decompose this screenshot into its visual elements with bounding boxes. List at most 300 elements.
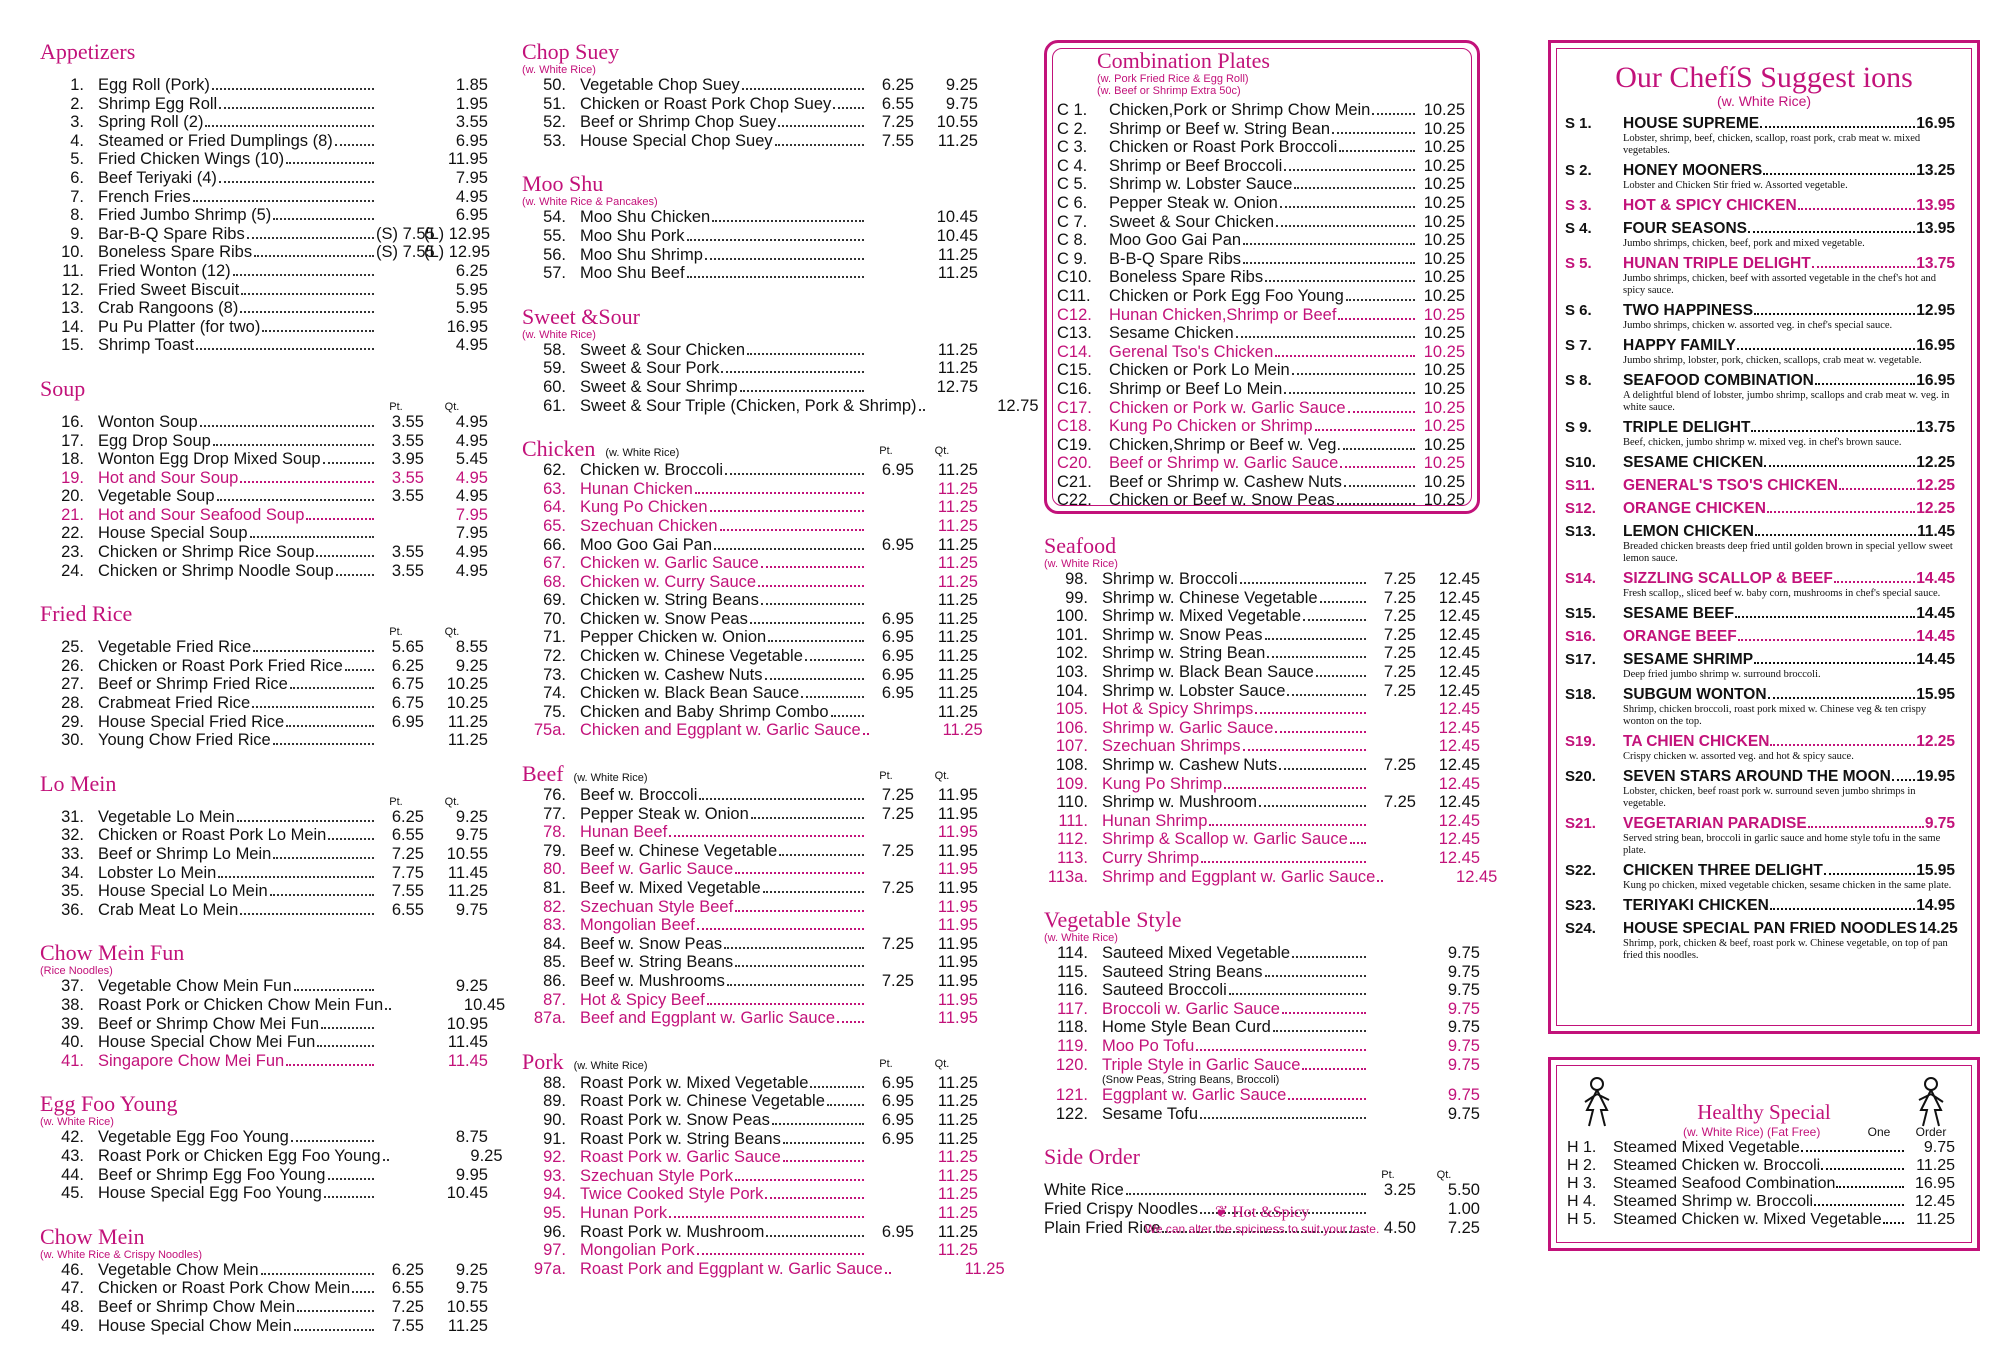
dot-leader xyxy=(720,529,864,531)
item-name: Young Chow Fried Rice xyxy=(98,731,271,750)
item-number: 27. xyxy=(61,675,84,694)
healthy-special-box xyxy=(1548,1057,1980,1251)
item-number: 97a. xyxy=(533,1259,566,1278)
item-price: 1.00 xyxy=(1447,1200,1480,1219)
item-price: 15.95 xyxy=(1916,686,1955,703)
menu-item xyxy=(1044,570,1480,589)
item-number: 120. xyxy=(1055,1055,1088,1074)
dot-leader xyxy=(1284,392,1415,394)
combo-item xyxy=(1057,287,1465,306)
item-number: 75. xyxy=(543,702,566,721)
dot-leader xyxy=(742,88,864,90)
item-name: Beef or Shrimp w. Garlic Sauce xyxy=(1109,454,1339,473)
item-price: 11.45 xyxy=(1917,523,1955,540)
item-number: 66. xyxy=(543,535,566,554)
section-title: Chicken xyxy=(522,436,596,462)
item-name: Shrimp w. Broccoli xyxy=(1102,570,1238,588)
section-title: Moo Shu xyxy=(522,171,604,197)
item-name: Shrimp & Scallop w. Garlic Sauce xyxy=(1102,830,1348,849)
item-name: SEAFOOD COMBINATION xyxy=(1623,372,1814,389)
item-name: Mongolian Pork xyxy=(580,1241,695,1260)
item-name: Moo Goo Gai Pan xyxy=(1109,231,1242,250)
combo-subtitle: (w. Pork Fried Rice & Egg Roll) xyxy=(1097,73,1249,85)
item-name: Chicken or Roast Pork Broccoli xyxy=(1109,138,1338,157)
section-title: Pork xyxy=(522,1048,564,1074)
item-name: Chicken or Roast Pork Chow Mein xyxy=(98,1279,351,1298)
dot-leader xyxy=(761,566,864,568)
chef-item xyxy=(1551,733,1977,763)
item-price-pint: 6.75 xyxy=(391,675,424,694)
item-number: 81. xyxy=(543,879,566,897)
item-price: 10.25 xyxy=(1423,305,1465,324)
item-description: Served string bean, broccoli in garlic sauce and home style tofu in the same plate. xyxy=(1623,833,1941,856)
item-number: 8. xyxy=(70,206,84,225)
chef-suggestions-box xyxy=(1548,40,1980,1034)
item-price: 12.75 xyxy=(997,396,1039,415)
item-price: 10.25 xyxy=(1423,472,1465,491)
item-number: 49. xyxy=(61,1316,84,1335)
dot-leader xyxy=(1346,299,1415,301)
chef-item-code: S18. xyxy=(1565,686,1596,703)
item-name: Vegetable Chop Suey xyxy=(580,76,740,94)
item-number: 31. xyxy=(61,807,84,826)
item-price: 12.45 xyxy=(1438,774,1480,793)
item-name: Moo Po Tofu xyxy=(1102,1037,1195,1056)
menu-item xyxy=(1044,981,1480,1000)
dot-leader xyxy=(1340,466,1415,468)
item-price-pint: 7.25 xyxy=(1383,625,1416,644)
section-title: Sweet &Sour xyxy=(522,303,640,329)
chef-item-code: S14. xyxy=(1565,570,1596,587)
item-name: Roast Pork or Chicken Egg Foo Young xyxy=(98,1146,381,1165)
chef-item xyxy=(1551,162,1977,192)
dot-leader xyxy=(751,817,864,819)
chef-item-line xyxy=(1623,372,1955,390)
item-description: Crispy chicken w. assorted veg. and hot & spicy sauce. xyxy=(1623,751,1854,762)
dot-leader xyxy=(1839,488,1915,490)
item-price: 9.75 xyxy=(1447,962,1480,981)
dot-leader xyxy=(237,820,374,822)
item-name: Chicken or Shrimp Rice Soup xyxy=(98,543,315,562)
item-number: 1. xyxy=(70,76,84,94)
item-price: 4.95 xyxy=(455,487,488,506)
item-price-pint: 7.25 xyxy=(881,934,914,953)
item-price: 11.25 xyxy=(964,1259,1005,1278)
item-price: 9.75 xyxy=(455,826,488,845)
item-name: Beef or Shrimp Fried Rice xyxy=(98,675,288,694)
chef-item xyxy=(1551,862,1977,892)
item-price-pint: 7.25 xyxy=(1383,644,1416,663)
item-price: 9.75 xyxy=(945,94,978,113)
chef-item-line xyxy=(1623,523,1955,541)
item-price-pint: 6.95 xyxy=(881,684,914,703)
item-price: 11.95 xyxy=(937,879,978,897)
dot-leader xyxy=(1337,503,1415,505)
chef-item-line xyxy=(1623,651,1955,669)
item-price-pint: 3.55 xyxy=(391,412,424,431)
item-name: Eggplant w. Garlic Sauce xyxy=(1102,1086,1287,1105)
menu-item xyxy=(522,860,978,879)
menu-section xyxy=(40,377,488,580)
item-price: 14.45 xyxy=(1916,651,1955,668)
item-price: 7.95 xyxy=(455,524,488,543)
combo-item xyxy=(1057,268,1465,287)
item-name: Chicken or Pork w. Garlic Sauce xyxy=(1109,398,1346,417)
item-name: Hot and Sour Seafood Soup xyxy=(98,505,305,524)
item-name: Beef w. Broccoli xyxy=(580,786,698,805)
item-description: A delightful blend of lobster, jumbo shrimp, scallops and crab meat w. veg. in white sauce. xyxy=(1623,390,1950,413)
item-price: 12.25 xyxy=(1916,454,1955,471)
dot-leader xyxy=(240,311,374,313)
item-name: Sauteed Broccoli xyxy=(1102,981,1227,1000)
combo-item xyxy=(1057,194,1465,213)
item-name: LEMON CHICKEN xyxy=(1623,523,1754,540)
dot-leader xyxy=(687,276,864,278)
dot-leader xyxy=(1236,336,1415,338)
dot-leader xyxy=(750,622,864,624)
dot-leader xyxy=(1824,873,1915,875)
item-number: 16. xyxy=(61,412,84,431)
menu-item xyxy=(40,524,488,543)
dot-leader xyxy=(1767,511,1915,513)
dot-leader xyxy=(721,371,864,373)
menu-item xyxy=(40,562,488,581)
menu-item xyxy=(522,610,978,629)
healthy-item xyxy=(1551,1139,1977,1157)
item-price: 16.95 xyxy=(1914,1175,1955,1192)
item-name: Chicken,Pork or Shrimp Chow Mein xyxy=(1109,101,1371,119)
combo-item xyxy=(1057,138,1465,157)
item-price-pint: 7.55 xyxy=(391,1316,424,1335)
item-name: Roast Pork w. Mixed Vegetable xyxy=(580,1073,809,1092)
chef-item-line xyxy=(1623,419,1955,437)
dot-leader xyxy=(316,555,374,557)
chef-item-line xyxy=(1623,768,1955,786)
item-price: 9.25 xyxy=(455,1260,488,1279)
menu-item xyxy=(40,224,491,244)
item-price: 11.25 xyxy=(937,1148,978,1167)
menu-item xyxy=(522,953,978,972)
menu-item xyxy=(1044,830,1480,849)
item-price: 11.25 xyxy=(447,712,488,731)
item-number: 19. xyxy=(61,468,84,487)
item-name: Chicken w. String Beans xyxy=(580,591,759,610)
dot-leader xyxy=(768,640,864,642)
column-header: Pt. xyxy=(389,795,403,808)
item-price: 11.95 xyxy=(937,916,978,935)
chef-item-line xyxy=(1623,686,1955,704)
item-price: 9.95 xyxy=(455,1165,488,1184)
section-subtitle: (w. White Rice) xyxy=(522,328,596,341)
item-number: 15. xyxy=(61,336,84,355)
chef-item xyxy=(1551,115,1977,157)
item-price: 11.25 xyxy=(937,1073,978,1092)
item-price: 11.25 xyxy=(937,516,978,535)
item-name: Chicken and Eggplant w. Garlic Sauce xyxy=(580,721,861,740)
dot-leader xyxy=(345,669,374,671)
chef-item-code: S16. xyxy=(1565,628,1596,645)
dot-leader xyxy=(1754,662,1915,664)
item-price-pint: 6.55 xyxy=(881,94,914,113)
menu-section xyxy=(522,303,1039,415)
item-name: Shrimp w. Chinese Vegetable xyxy=(1102,588,1318,607)
section-subtitle: (w. White Rice) xyxy=(1044,558,1118,570)
section-subtitle: (w. White Rice & Crispy Noodles) xyxy=(40,1248,202,1261)
dot-leader xyxy=(1836,1186,1904,1188)
item-number: 104. xyxy=(1055,681,1088,700)
item-name: Twice Cooked Style Pork xyxy=(580,1185,764,1204)
item-price: 11.25 xyxy=(937,340,978,359)
item-number: 55. xyxy=(543,226,566,245)
chef-item-line xyxy=(1623,477,1955,495)
item-price: 10.45 xyxy=(463,995,506,1014)
dot-leader xyxy=(273,218,374,220)
item-name: Spring Roll (2) xyxy=(98,113,204,132)
chef-item xyxy=(1551,454,1977,472)
item-price: 9.25 xyxy=(455,807,488,826)
item-number: 61. xyxy=(543,396,566,415)
menu-section xyxy=(40,602,488,750)
menu-item xyxy=(522,554,978,573)
item-name: Chicken w. Cashew Nuts xyxy=(580,665,763,684)
item-name: HUNAN TRIPLE DELIGHT xyxy=(1623,255,1811,272)
dot-leader xyxy=(1201,861,1366,863)
item-name: Shrimp w. Mushroom xyxy=(1102,793,1257,812)
item-price: 11.25 xyxy=(937,665,978,684)
item-price-pint: 6.25 xyxy=(391,656,424,675)
dot-leader xyxy=(831,715,864,717)
item-number: C 3. xyxy=(1057,138,1088,157)
item-price-pint: 7.25 xyxy=(391,845,424,863)
combo-item xyxy=(1057,213,1465,232)
item-price: 19.95 xyxy=(1916,768,1955,785)
menu-item xyxy=(40,188,488,207)
item-name: Shrimp w. Lobster Sauce xyxy=(1102,681,1286,700)
dot-leader xyxy=(1754,313,1915,315)
dot-leader xyxy=(735,910,864,912)
chef-item xyxy=(1551,628,1977,646)
column-header: Pt. xyxy=(389,626,403,639)
item-name: Shrimp w. Black Bean Sauce xyxy=(1102,662,1314,681)
chef-item-code: S10. xyxy=(1565,454,1596,471)
menu-section xyxy=(522,40,978,150)
dot-leader xyxy=(714,548,864,550)
item-number: 28. xyxy=(61,694,84,713)
menu-item xyxy=(522,1167,978,1186)
item-price: 10.25 xyxy=(446,675,488,694)
item-name: VEGETARIAN PARADISE xyxy=(1623,815,1807,832)
item-number: 25. xyxy=(61,638,84,657)
combo-title: Combination Plates xyxy=(1097,48,1270,73)
item-price: 11.95 xyxy=(937,804,978,823)
dot-leader xyxy=(1275,731,1366,733)
item-description: Deep fried jumbo shrimp w. surround broccoli. xyxy=(1623,669,1821,680)
dot-leader xyxy=(1892,779,1915,781)
item-number: 46. xyxy=(61,1260,84,1279)
menu-item xyxy=(522,1130,978,1149)
item-number: 7. xyxy=(70,187,84,206)
chef-item xyxy=(1551,500,1977,518)
item-name: Beef w. String Beans xyxy=(580,953,734,972)
item-price: 3.55 xyxy=(455,113,488,132)
chef-item xyxy=(1551,605,1977,623)
item-price: 11.95 xyxy=(937,860,978,879)
menu-section xyxy=(1044,533,1498,886)
item-price: 12.45 xyxy=(1438,755,1480,774)
section-subtitle xyxy=(40,626,488,638)
item-price: 7.95 xyxy=(455,505,488,524)
item-name: Beef or Shrimp Chow Mei Fun xyxy=(98,1014,320,1033)
chef-item xyxy=(1551,220,1977,250)
item-number: 50. xyxy=(543,76,566,94)
item-number: 76. xyxy=(543,786,566,805)
combo-subtitle: (w. Beef or Shrimp Extra 50c) xyxy=(1097,85,1241,97)
menu-item xyxy=(40,1015,488,1034)
section-subtitle xyxy=(40,64,488,76)
dot-leader xyxy=(1243,243,1415,245)
dot-leader xyxy=(1265,280,1415,282)
item-name: Fried Jumbo Shrimp (5) xyxy=(98,206,272,225)
item-name: Shrimp w. Cashew Nuts xyxy=(1102,755,1278,774)
item-price-pint: 6.25 xyxy=(391,1260,424,1279)
item-price-pint: 6.95 xyxy=(391,712,424,731)
item-number: 108. xyxy=(1055,755,1088,774)
menu-item xyxy=(1044,793,1480,812)
item-name: Shrimp Toast xyxy=(98,336,194,355)
item-number: 102. xyxy=(1055,644,1088,663)
item-name: Sesame Chicken xyxy=(1109,324,1234,343)
menu-item xyxy=(40,487,488,506)
combo-item xyxy=(1057,231,1465,250)
item-name: Beef and Eggplant w. Garlic Sauce xyxy=(580,1009,835,1028)
dot-leader xyxy=(1748,231,1915,233)
dot-leader xyxy=(205,125,374,127)
menu-section xyxy=(40,39,491,355)
item-number: 48. xyxy=(61,1297,84,1316)
item-number: 10. xyxy=(61,243,84,262)
item-name: House Special Egg Foo Young xyxy=(98,1184,322,1203)
dot-leader xyxy=(1200,1117,1366,1119)
item-description: Shrimp, pork, chicken & beef, roast pork w. Chinese vegetable, on top of pan fried this noodles. xyxy=(1623,938,1948,961)
chef-item xyxy=(1551,815,1977,857)
item-price-pint: 7.25 xyxy=(1383,570,1416,588)
item-price-pint: 6.95 xyxy=(881,1222,914,1241)
dot-leader xyxy=(324,1196,374,1198)
item-number: 87a. xyxy=(533,1009,566,1028)
item-name: Chicken or Pork Egg Foo Young xyxy=(1109,286,1344,305)
menu-item xyxy=(40,995,506,1015)
dot-leader xyxy=(699,798,864,800)
item-price: 10.55 xyxy=(446,845,488,863)
item-number: 24. xyxy=(61,561,84,580)
item-number: 30. xyxy=(61,731,84,750)
item-name: Szechuan Style Pork xyxy=(580,1166,734,1185)
item-price: 10.45 xyxy=(936,208,978,227)
item-number: 54. xyxy=(543,208,566,227)
dot-leader xyxy=(383,1159,389,1161)
item-price: 11.25 xyxy=(937,359,978,378)
menu-item xyxy=(40,132,488,151)
item-name: Beef w. Chinese Vegetable xyxy=(580,841,778,860)
dot-leader xyxy=(705,258,864,260)
item-number: 26. xyxy=(61,656,84,675)
item-price-pint: 7.25 xyxy=(1383,607,1416,626)
dot-leader xyxy=(1243,749,1367,751)
item-number: 43. xyxy=(61,1146,84,1165)
item-price-pint: 7.25 xyxy=(1383,793,1416,812)
item-number: 34. xyxy=(61,863,84,882)
section-title: Lo Mein xyxy=(40,770,117,796)
item-price-pint: 7.25 xyxy=(881,786,914,805)
dot-leader xyxy=(1209,824,1366,826)
dot-leader xyxy=(783,1160,864,1162)
dot-leader xyxy=(810,1086,864,1088)
combo-item xyxy=(1057,157,1465,176)
item-price: 12.25 xyxy=(1916,500,1955,517)
chef-item-code: S23. xyxy=(1565,897,1596,914)
item-price: 12.45 xyxy=(1438,662,1480,681)
item-price: 10.25 xyxy=(1423,156,1465,175)
dot-leader xyxy=(805,659,864,661)
item-price: (L) 12.95 xyxy=(424,243,491,262)
menu-item xyxy=(40,864,488,883)
item-price: 11.25 xyxy=(937,1092,978,1111)
item-price: 10.25 xyxy=(1423,101,1465,119)
menu-section xyxy=(40,772,488,920)
menu-item xyxy=(522,132,978,151)
dot-leader xyxy=(707,1003,864,1005)
item-price: 11.25 xyxy=(937,702,978,721)
menu-item xyxy=(40,675,488,694)
item-price: 9.25 xyxy=(945,76,978,94)
item-name: Roast Pork w. Garlic Sauce xyxy=(580,1148,781,1167)
item-price-pint: 7.25 xyxy=(1383,681,1416,700)
menu-item xyxy=(40,1279,488,1298)
dot-leader xyxy=(1273,1030,1366,1032)
menu-item xyxy=(40,1261,488,1280)
item-number: 94. xyxy=(543,1185,566,1204)
column-header: Pt. xyxy=(879,445,893,458)
item-name: Steamed Chicken w. Broccoli xyxy=(1613,1157,1821,1174)
combo-item xyxy=(1057,473,1465,492)
item-name: Hot & Spicy Beef xyxy=(580,990,705,1009)
dot-leader xyxy=(1292,956,1366,958)
item-price-pint: 6.95 xyxy=(881,1110,914,1129)
menu-item xyxy=(522,591,978,610)
dot-leader xyxy=(1255,712,1366,714)
dot-leader xyxy=(1738,639,1916,641)
item-price: 10.45 xyxy=(446,1184,488,1203)
item-name: Szechuan Chicken xyxy=(580,516,718,535)
item-number: C 2. xyxy=(1057,119,1088,138)
column-header: Qt. xyxy=(934,770,950,783)
item-price: 11.25 xyxy=(937,554,978,573)
item-price-pint: 6.95 xyxy=(881,665,914,684)
item-number: 67. xyxy=(543,554,566,573)
dot-leader xyxy=(219,181,374,183)
item-number: H 4. xyxy=(1567,1193,1597,1210)
item-price-pint: 6.95 xyxy=(881,1092,914,1111)
chef-item-code: S 8. xyxy=(1565,372,1592,389)
chef-item-line xyxy=(1623,500,1955,518)
item-price-pint: 6.95 xyxy=(881,535,914,554)
item-price: 10.25 xyxy=(1423,193,1465,212)
menu-item xyxy=(40,1298,488,1317)
item-name: Moo Shu Chicken xyxy=(580,208,711,227)
combo-item xyxy=(1057,343,1465,362)
item-number: 93. xyxy=(543,1166,566,1185)
chef-item xyxy=(1551,197,1977,215)
